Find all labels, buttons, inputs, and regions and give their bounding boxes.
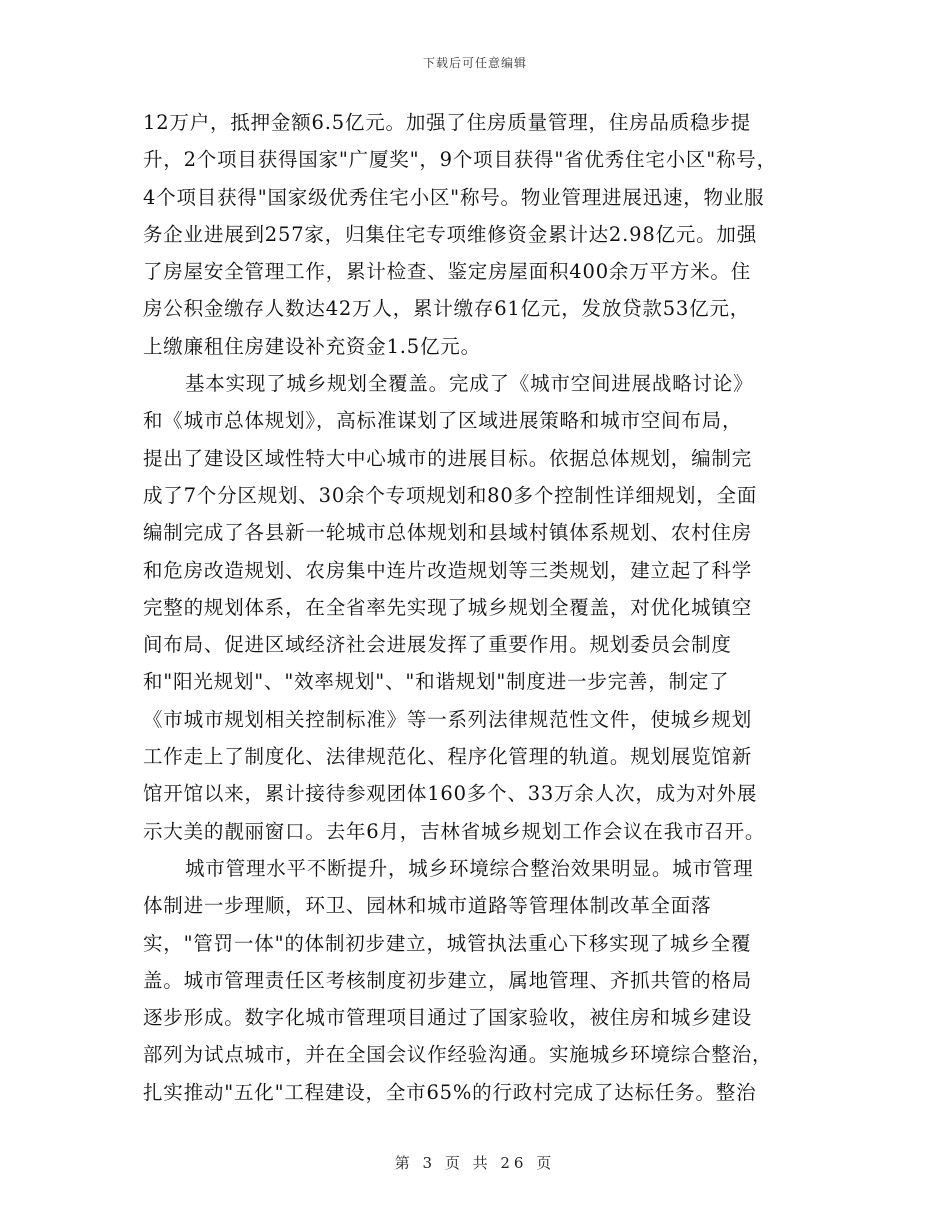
text-line: 编制完成了各县新一轮城市总体规划和县域村镇体系规划、农村住房 (143, 521, 753, 545)
text-line: 务企业进展到257家，归集住宅专项维修资金累计达2.98亿元。加强 (143, 222, 758, 246)
page-number-footer: 第 3 页 共 26 页 (394, 1154, 556, 1172)
text-line: 升，2个项目获得国家"广厦奖"，9个项目获得"省优秀住宅小区"称号， (143, 148, 777, 172)
paragraph-first-line: 基本实现了城乡规划全覆盖。完成了《城市空间进展战略讨论》 (185, 372, 754, 396)
text-line: 上缴廉租住房建设补充资金1.5亿元。 (143, 334, 481, 358)
text-line: 《市城市规划相关控制标准》等一系列法律规范性文件，使城乡规划 (143, 707, 753, 731)
text-line: 扎实推动"五化"工程建设，全市65%的行政村完成了达标任务。整治 (143, 1080, 757, 1104)
text-line: 和"阳光规划"、"效率规划"、"和谐规划"制度进一步完善，制定了 (143, 670, 730, 694)
text-line: 盖。城市管理责任区考核制度初步建立，属地管理、齐抓共管的格局 (143, 968, 753, 992)
text-line: 和《城市总体规划》，高标准谋划了区域进展策略和城市空间布局， (143, 409, 743, 433)
text-line: 提出了建设区域性特大中心城市的进展目标。依据总体规划，编制完 (143, 446, 753, 470)
text-line: 和危房改造规划、农房集中连片改造规划等三类规划，建立起了科学 (143, 558, 753, 582)
text-line: 12万户，抵押金额6.5亿元。加强了住房质量管理，住房品质稳步提 (143, 111, 751, 134)
text-line: 间布局、促进区域经济社会进展发挥了重要作用。规划委员会制度 (143, 633, 732, 657)
text-line: 示大美的靓丽窗口。去年6月，吉林省城乡规划工作会议在我市召开。 (143, 819, 766, 843)
text-line: 成了7个分区规划、30余个专项规划和80多个控制性详细规划，全面 (143, 483, 758, 507)
document-body (143, 104, 813, 1111)
text-line: 了房屋安全管理工作，累计检查、鉴定房屋面积400余万平方米。住 (143, 260, 752, 284)
text-line: 体制进一步理顺，环卫、园林和城市道路等管理体制改革全面落 (143, 894, 712, 918)
text-line: 逐步形成。数字化城市管理项目通过了国家验收，被住房和城乡建设 (143, 1006, 753, 1030)
text-line: 工作走上了制度化、法律规范化、程序化管理的轨道。规划展览馆新 (143, 745, 753, 769)
text-line: 实，"管罚一体"的体制初步建立，城管执法重心下移实现了城乡全覆 (143, 931, 752, 955)
page-header: 下载后可任意编辑 (422, 56, 527, 70)
text-line: 完整的规划体系，在全省率先实现了城乡规划全覆盖，对优化城镇空 (143, 595, 753, 619)
text-line: 部列为试点城市，并在全国会议作经验沟通。实施城乡环境综合整治， (143, 1043, 773, 1067)
text-line: 房公积金缴存人数达42万人，累计缴存61亿元，发放贷款53亿元， (143, 297, 751, 321)
text-line: 4个项目获得"国家级优秀住宅小区"称号。物业管理进展迅速，物业服 (143, 185, 765, 209)
paragraph-first-line: 城市管理水平不断提升，城乡环境综合整治效果明显。城市管理 (185, 856, 754, 880)
text-line: 馆开馆以来，累计接待参观团体160多个、33万余人次，成为对外展 (143, 782, 758, 806)
